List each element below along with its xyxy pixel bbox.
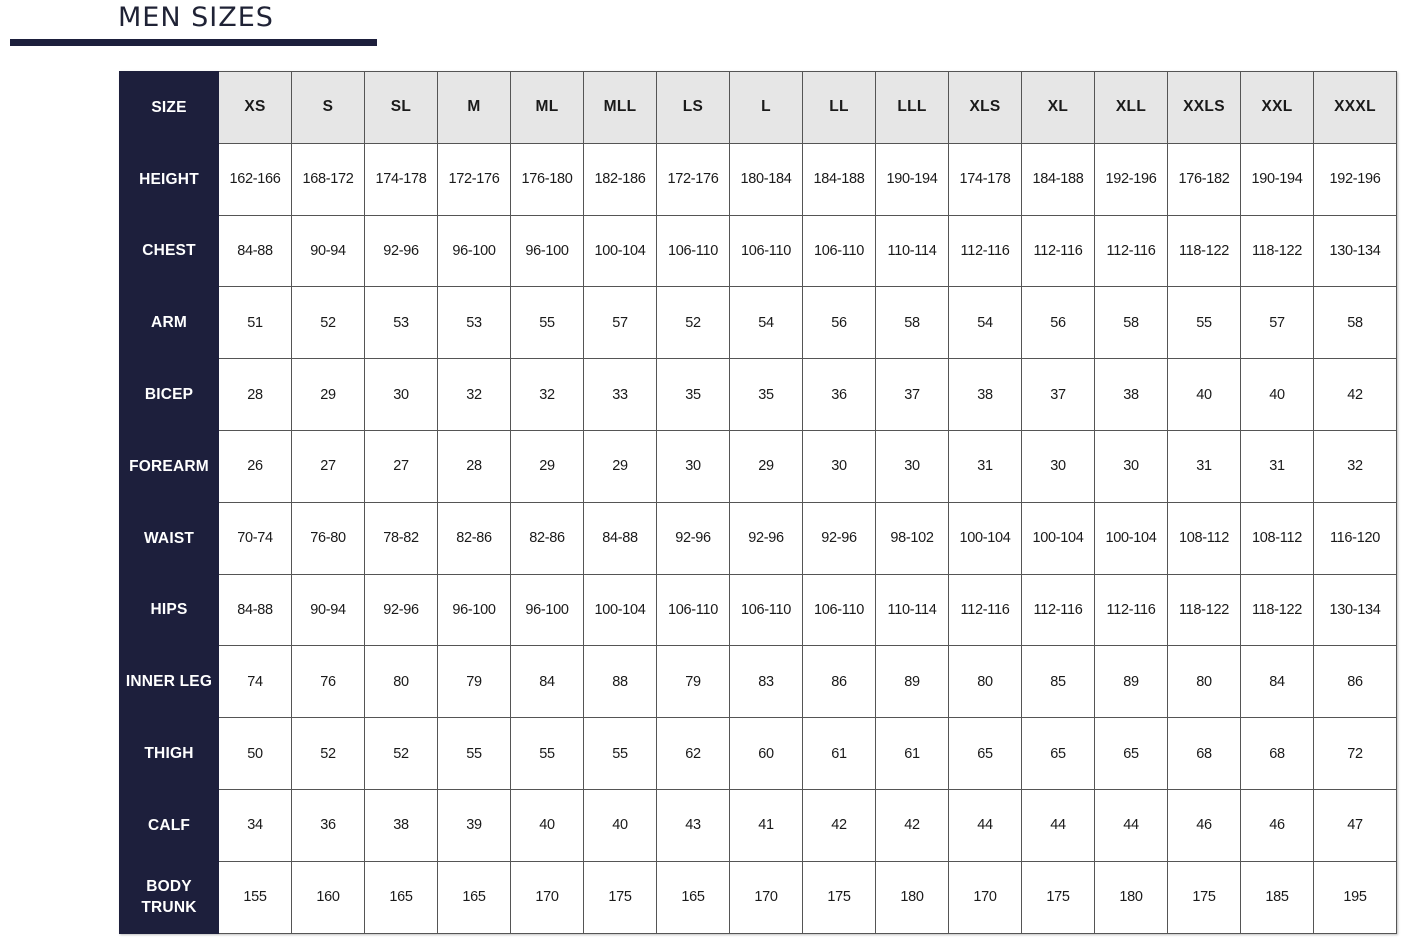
cell-height-xs: 162-166: [219, 143, 292, 215]
cell-chest-xxxl: 130-134: [1314, 215, 1397, 287]
cell-bicep-xxls: 40: [1168, 359, 1241, 431]
cell-hips-xxl: 118-122: [1241, 574, 1314, 646]
cell-thigh-xs: 50: [219, 718, 292, 790]
cell-calf-ls: 43: [657, 789, 730, 861]
cell-height-mll: 182-186: [584, 143, 657, 215]
cell-forearm-sl: 27: [365, 430, 438, 502]
cell-arm-xxl: 57: [1241, 287, 1314, 359]
cell-chest-ll: 106-110: [803, 215, 876, 287]
cell-thigh-xll: 65: [1095, 718, 1168, 790]
cell-hips-l: 106-110: [730, 574, 803, 646]
cell-waist-lll: 98-102: [876, 502, 949, 574]
corner-label: SIZE: [120, 72, 219, 144]
size-header-sl: SL: [365, 72, 438, 144]
cell-inner-leg-ml: 84: [511, 646, 584, 718]
table-row-inner-leg: [120, 646, 1397, 718]
cell-calf-xl: 44: [1022, 789, 1095, 861]
row-label-arm: ARM: [120, 287, 219, 359]
cell-forearm-xxls: 31: [1168, 430, 1241, 502]
cell-waist-xxl: 108-112: [1241, 502, 1314, 574]
cell-thigh-xl: 65: [1022, 718, 1095, 790]
cell-calf-m: 39: [438, 789, 511, 861]
cell-thigh-xxl: 68: [1241, 718, 1314, 790]
cell-calf-ml: 40: [511, 789, 584, 861]
cell-arm-ll: 56: [803, 287, 876, 359]
cell-inner-leg-m: 79: [438, 646, 511, 718]
cell-arm-xxls: 55: [1168, 287, 1241, 359]
cell-bicep-l: 35: [730, 359, 803, 431]
title-underline: [10, 39, 377, 46]
cell-forearm-ls: 30: [657, 430, 730, 502]
cell-inner-leg-xs: 74: [219, 646, 292, 718]
cell-inner-leg-xxl: 84: [1241, 646, 1314, 718]
table-row-waist: [120, 502, 1397, 574]
cell-body-trunk-m: 165: [438, 861, 511, 933]
cell-forearm-xls: 31: [949, 430, 1022, 502]
cell-bicep-s: 29: [292, 359, 365, 431]
cell-forearm-xxxl: 32: [1314, 430, 1397, 502]
cell-height-xll: 192-196: [1095, 143, 1168, 215]
cell-body-trunk-s: 160: [292, 861, 365, 933]
size-chart-table: [119, 71, 1397, 934]
cell-thigh-sl: 52: [365, 718, 438, 790]
cell-waist-l: 92-96: [730, 502, 803, 574]
cell-waist-xl: 100-104: [1022, 502, 1095, 574]
cell-body-trunk-ll: 175: [803, 861, 876, 933]
cell-inner-leg-sl: 80: [365, 646, 438, 718]
cell-chest-xs: 84-88: [219, 215, 292, 287]
cell-waist-s: 76-80: [292, 502, 365, 574]
cell-thigh-s: 52: [292, 718, 365, 790]
cell-height-xxxl: 192-196: [1314, 143, 1397, 215]
cell-thigh-ll: 61: [803, 718, 876, 790]
cell-chest-sl: 92-96: [365, 215, 438, 287]
size-header-m: M: [438, 72, 511, 144]
cell-calf-s: 36: [292, 789, 365, 861]
cell-chest-ml: 96-100: [511, 215, 584, 287]
cell-height-lll: 190-194: [876, 143, 949, 215]
cell-hips-xls: 112-116: [949, 574, 1022, 646]
cell-calf-lll: 42: [876, 789, 949, 861]
cell-arm-lll: 58: [876, 287, 949, 359]
cell-forearm-xxl: 31: [1241, 430, 1314, 502]
cell-body-trunk-xl: 175: [1022, 861, 1095, 933]
cell-bicep-xxl: 40: [1241, 359, 1314, 431]
cell-chest-s: 90-94: [292, 215, 365, 287]
row-label-thigh: THIGH: [120, 718, 219, 790]
cell-thigh-ml: 55: [511, 718, 584, 790]
cell-hips-ml: 96-100: [511, 574, 584, 646]
table-row-hips: [120, 574, 1397, 646]
cell-inner-leg-xxls: 80: [1168, 646, 1241, 718]
table-row-chest: [120, 215, 1397, 287]
cell-forearm-xll: 30: [1095, 430, 1168, 502]
cell-calf-xs: 34: [219, 789, 292, 861]
row-label-chest: CHEST: [120, 215, 219, 287]
row-label-body-trunk: BODY TRUNK: [120, 861, 219, 933]
cell-arm-xll: 58: [1095, 287, 1168, 359]
cell-inner-leg-mll: 88: [584, 646, 657, 718]
cell-forearm-mll: 29: [584, 430, 657, 502]
cell-calf-xls: 44: [949, 789, 1022, 861]
size-header-xxl: XXL: [1241, 72, 1314, 144]
cell-arm-ml: 55: [511, 287, 584, 359]
row-label-height: HEIGHT: [120, 143, 219, 215]
cell-bicep-xls: 38: [949, 359, 1022, 431]
cell-body-trunk-ls: 165: [657, 861, 730, 933]
cell-inner-leg-xll: 89: [1095, 646, 1168, 718]
cell-chest-xls: 112-116: [949, 215, 1022, 287]
cell-thigh-m: 55: [438, 718, 511, 790]
table-row-calf: [120, 789, 1397, 861]
size-header-xls: XLS: [949, 72, 1022, 144]
cell-chest-xxl: 118-122: [1241, 215, 1314, 287]
cell-hips-ls: 106-110: [657, 574, 730, 646]
cell-thigh-xxxl: 72: [1314, 718, 1397, 790]
cell-waist-ml: 82-86: [511, 502, 584, 574]
cell-height-ls: 172-176: [657, 143, 730, 215]
cell-waist-xls: 100-104: [949, 502, 1022, 574]
cell-bicep-ll: 36: [803, 359, 876, 431]
cell-inner-leg-ls: 79: [657, 646, 730, 718]
cell-forearm-l: 29: [730, 430, 803, 502]
cell-calf-xxxl: 47: [1314, 789, 1397, 861]
table-row-body-trunk: [120, 861, 1397, 933]
row-label-forearm: FOREARM: [120, 430, 219, 502]
row-label-waist: WAIST: [120, 502, 219, 574]
cell-bicep-xs: 28: [219, 359, 292, 431]
cell-calf-ll: 42: [803, 789, 876, 861]
cell-waist-xll: 100-104: [1095, 502, 1168, 574]
cell-calf-mll: 40: [584, 789, 657, 861]
cell-body-trunk-ml: 170: [511, 861, 584, 933]
cell-arm-l: 54: [730, 287, 803, 359]
row-label-calf: CALF: [120, 789, 219, 861]
cell-chest-mll: 100-104: [584, 215, 657, 287]
table-row-forearm: [120, 430, 1397, 502]
size-header-mll: MLL: [584, 72, 657, 144]
cell-hips-xl: 112-116: [1022, 574, 1095, 646]
cell-body-trunk-sl: 165: [365, 861, 438, 933]
cell-height-xl: 184-188: [1022, 143, 1095, 215]
cell-arm-sl: 53: [365, 287, 438, 359]
cell-body-trunk-xls: 170: [949, 861, 1022, 933]
size-header-ll: LL: [803, 72, 876, 144]
cell-arm-s: 52: [292, 287, 365, 359]
cell-thigh-ls: 62: [657, 718, 730, 790]
size-header-xxxl: XXXL: [1314, 72, 1397, 144]
cell-height-xxls: 176-182: [1168, 143, 1241, 215]
cell-forearm-xs: 26: [219, 430, 292, 502]
size-header-xxls: XXLS: [1168, 72, 1241, 144]
cell-bicep-m: 32: [438, 359, 511, 431]
cell-hips-xxxl: 130-134: [1314, 574, 1397, 646]
cell-bicep-lll: 37: [876, 359, 949, 431]
cell-forearm-ml: 29: [511, 430, 584, 502]
cell-hips-xll: 112-116: [1095, 574, 1168, 646]
cell-bicep-xxxl: 42: [1314, 359, 1397, 431]
cell-body-trunk-l: 170: [730, 861, 803, 933]
cell-height-s: 168-172: [292, 143, 365, 215]
cell-body-trunk-xll: 180: [1095, 861, 1168, 933]
size-header-l: L: [730, 72, 803, 144]
cell-forearm-m: 28: [438, 430, 511, 502]
cell-height-ml: 176-180: [511, 143, 584, 215]
table-row-height: [120, 143, 1397, 215]
cell-height-xls: 174-178: [949, 143, 1022, 215]
cell-forearm-s: 27: [292, 430, 365, 502]
row-label-inner-leg: INNER LEG: [120, 646, 219, 718]
cell-thigh-xls: 65: [949, 718, 1022, 790]
cell-inner-leg-xxxl: 86: [1314, 646, 1397, 718]
cell-calf-sl: 38: [365, 789, 438, 861]
cell-chest-xl: 112-116: [1022, 215, 1095, 287]
table-row-bicep: [120, 359, 1397, 431]
cell-height-m: 172-176: [438, 143, 511, 215]
cell-thigh-l: 60: [730, 718, 803, 790]
cell-arm-xxxl: 58: [1314, 287, 1397, 359]
size-header-row: [120, 72, 1397, 144]
cell-inner-leg-xls: 80: [949, 646, 1022, 718]
size-header-lll: LLL: [876, 72, 949, 144]
table-row-arm: [120, 287, 1397, 359]
cell-thigh-xxls: 68: [1168, 718, 1241, 790]
cell-arm-m: 53: [438, 287, 511, 359]
cell-chest-xxls: 118-122: [1168, 215, 1241, 287]
row-label-bicep: BICEP: [120, 359, 219, 431]
size-header-xs: XS: [219, 72, 292, 144]
cell-forearm-xl: 30: [1022, 430, 1095, 502]
cell-hips-xs: 84-88: [219, 574, 292, 646]
cell-body-trunk-xxl: 185: [1241, 861, 1314, 933]
cell-waist-xs: 70-74: [219, 502, 292, 574]
table-row-thigh: [120, 718, 1397, 790]
cell-height-ll: 184-188: [803, 143, 876, 215]
size-header-s: S: [292, 72, 365, 144]
cell-body-trunk-lll: 180: [876, 861, 949, 933]
cell-chest-ls: 106-110: [657, 215, 730, 287]
cell-hips-ll: 106-110: [803, 574, 876, 646]
cell-inner-leg-xl: 85: [1022, 646, 1095, 718]
cell-waist-ls: 92-96: [657, 502, 730, 574]
cell-body-trunk-xxxl: 195: [1314, 861, 1397, 933]
size-header-xl: XL: [1022, 72, 1095, 144]
cell-waist-ll: 92-96: [803, 502, 876, 574]
cell-inner-leg-ll: 86: [803, 646, 876, 718]
page-title: MEN SIZES: [118, 2, 274, 33]
cell-inner-leg-lll: 89: [876, 646, 949, 718]
size-header-xll: XLL: [1095, 72, 1168, 144]
cell-body-trunk-xs: 155: [219, 861, 292, 933]
cell-inner-leg-l: 83: [730, 646, 803, 718]
cell-thigh-mll: 55: [584, 718, 657, 790]
size-header-ls: LS: [657, 72, 730, 144]
cell-bicep-ls: 35: [657, 359, 730, 431]
cell-arm-xls: 54: [949, 287, 1022, 359]
cell-arm-xl: 56: [1022, 287, 1095, 359]
cell-height-l: 180-184: [730, 143, 803, 215]
cell-bicep-xl: 37: [1022, 359, 1095, 431]
cell-arm-ls: 52: [657, 287, 730, 359]
cell-calf-xxl: 46: [1241, 789, 1314, 861]
cell-bicep-ml: 32: [511, 359, 584, 431]
cell-calf-xll: 44: [1095, 789, 1168, 861]
cell-inner-leg-s: 76: [292, 646, 365, 718]
cell-body-trunk-mll: 175: [584, 861, 657, 933]
cell-hips-sl: 92-96: [365, 574, 438, 646]
cell-chest-xll: 112-116: [1095, 215, 1168, 287]
cell-bicep-xll: 38: [1095, 359, 1168, 431]
cell-waist-xxxl: 116-120: [1314, 502, 1397, 574]
cell-height-sl: 174-178: [365, 143, 438, 215]
cell-bicep-sl: 30: [365, 359, 438, 431]
cell-chest-l: 106-110: [730, 215, 803, 287]
cell-chest-m: 96-100: [438, 215, 511, 287]
cell-waist-mll: 84-88: [584, 502, 657, 574]
cell-chest-lll: 110-114: [876, 215, 949, 287]
cell-height-xxl: 190-194: [1241, 143, 1314, 215]
cell-hips-lll: 110-114: [876, 574, 949, 646]
cell-thigh-lll: 61: [876, 718, 949, 790]
cell-forearm-ll: 30: [803, 430, 876, 502]
row-label-hips: HIPS: [120, 574, 219, 646]
cell-hips-s: 90-94: [292, 574, 365, 646]
cell-waist-xxls: 108-112: [1168, 502, 1241, 574]
cell-waist-sl: 78-82: [365, 502, 438, 574]
cell-waist-m: 82-86: [438, 502, 511, 574]
cell-arm-xs: 51: [219, 287, 292, 359]
cell-hips-xxls: 118-122: [1168, 574, 1241, 646]
cell-arm-mll: 57: [584, 287, 657, 359]
cell-body-trunk-xxls: 175: [1168, 861, 1241, 933]
cell-calf-l: 41: [730, 789, 803, 861]
cell-bicep-mll: 33: [584, 359, 657, 431]
cell-forearm-lll: 30: [876, 430, 949, 502]
cell-calf-xxls: 46: [1168, 789, 1241, 861]
size-header-ml: ML: [511, 72, 584, 144]
cell-hips-m: 96-100: [438, 574, 511, 646]
cell-hips-mll: 100-104: [584, 574, 657, 646]
